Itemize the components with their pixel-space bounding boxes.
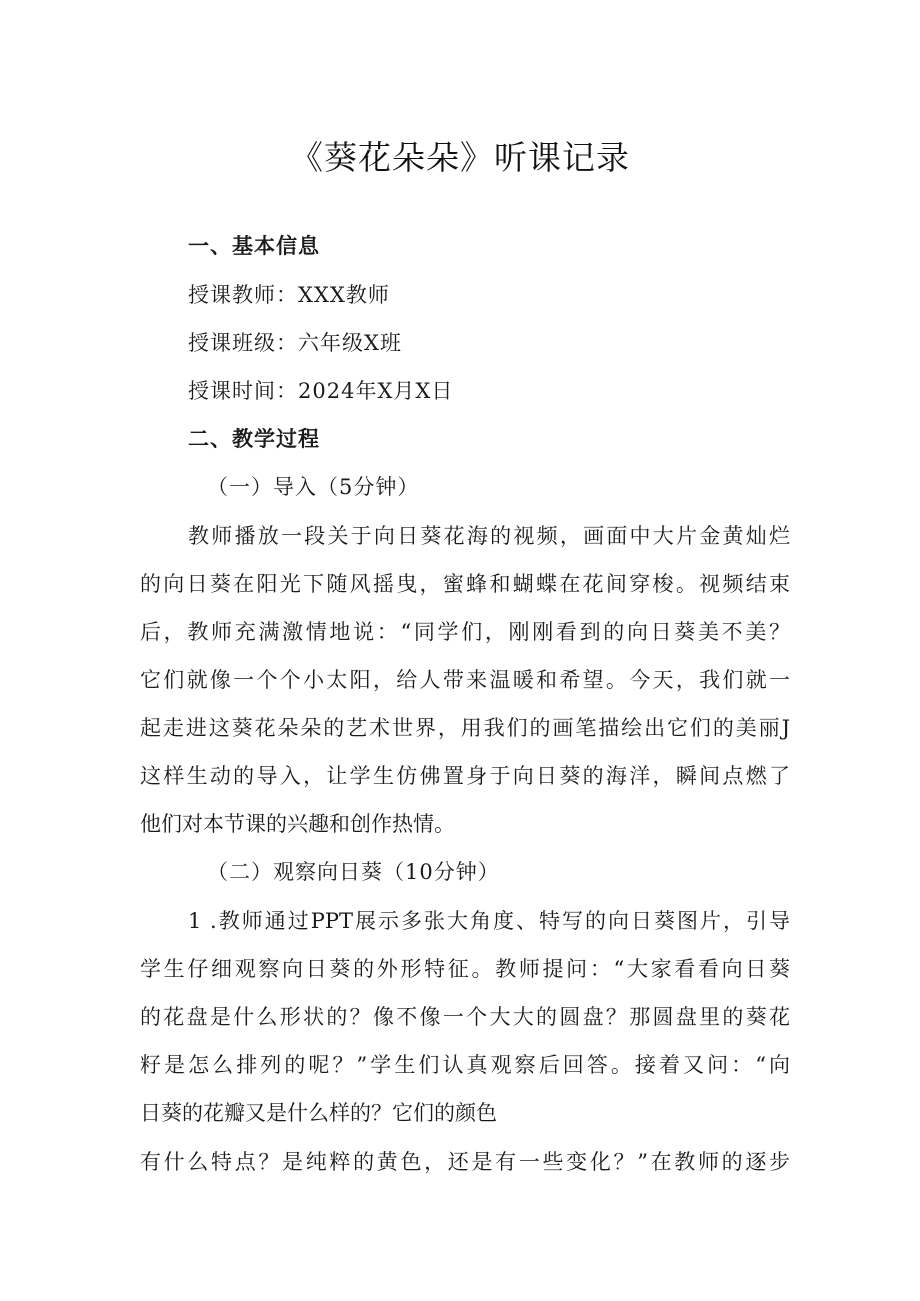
paragraph-line: 籽是怎么排列的呢？”学生们认真观察后回答。接着又问：“向 xyxy=(140,1053,790,1077)
paragraph-line: 他们对本节课的兴趣和创作热情。 xyxy=(140,812,455,836)
paragraph-line: 这样生动的导入，让学生仿佛置身于向日葵的海洋，瞬间点燃了 xyxy=(140,764,790,788)
paragraph-line: 学生仔细观察向日葵的外形特征。教师提问：“大家看看向日葵 xyxy=(140,957,790,981)
section-heading-basic-info: 一、基本信息 xyxy=(188,234,320,258)
subsection-heading-intro: （一）导入（5分钟） xyxy=(207,475,420,499)
section-heading-teaching-process: 二、教学过程 xyxy=(188,427,320,451)
paragraph-line: 它们就像一个个小太阳，给人带来温暖和希望。今天，我们就一 xyxy=(140,668,790,692)
paragraph-line: 日葵的花瓣又是什么样的？它们的颜色 xyxy=(140,1101,497,1125)
paragraph-line: 教师播放一段关于向日葵花海的视频，画面中大片金黄灿烂 xyxy=(188,524,790,548)
teacher-line: 授课教师：XXX教师 xyxy=(188,283,390,307)
subsection-heading-observe: （二）观察向日葵（10分钟） xyxy=(207,860,500,884)
time-line: 授课时间：2024年X月X日 xyxy=(188,379,454,403)
document-title: 《葵花朵朵》听课记录 xyxy=(290,138,630,177)
paragraph-line: 有什么特点？是纯粹的黄色，还是有一些变化？”在教师的逐步 xyxy=(140,1150,790,1174)
paragraph-line: 的向日葵在阳光下随风摇曳，蜜蜂和蝴蝶在花间穿梭。视频结束 xyxy=(140,572,790,596)
paragraph-line: 起走进这葵花朵朵的艺术世界，用我们的画笔描绘出它们的美丽J xyxy=(140,716,790,740)
paragraph-line: 1 .教师通过PPT展示多张大角度、特写的向日葵图片，引导 xyxy=(188,909,790,933)
paragraph-line: 后，教师充满激情地说：“同学们，刚刚看到的向日葵美不美？ xyxy=(140,620,790,644)
class-line: 授课班级：六年级X班 xyxy=(188,331,402,355)
paragraph-line: 的花盘是什么形状的？像不像一个大大的圆盘？那圆盘里的葵花 xyxy=(140,1005,790,1029)
